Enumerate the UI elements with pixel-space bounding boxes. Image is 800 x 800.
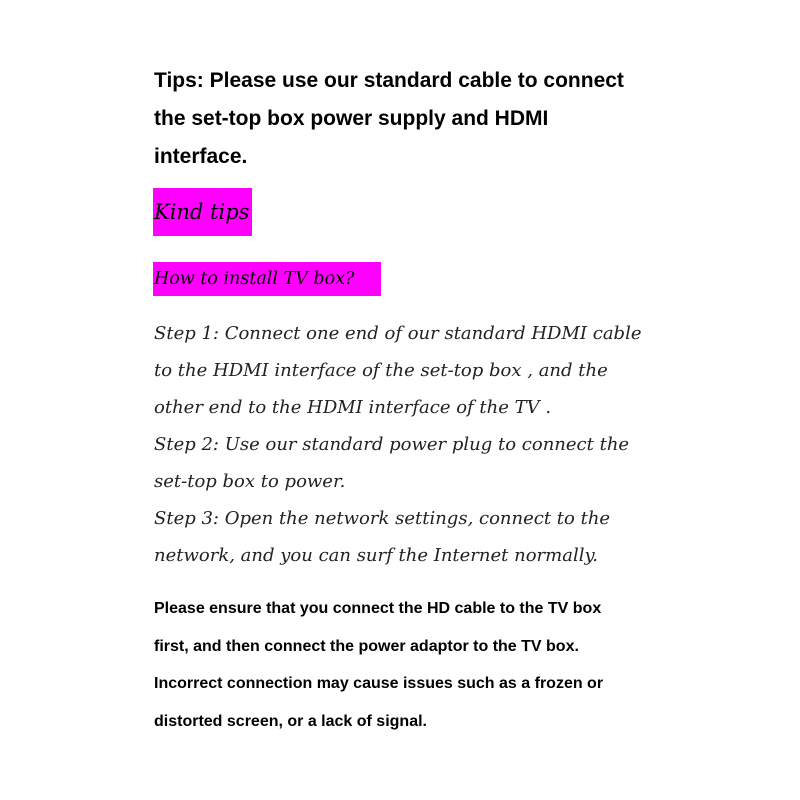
step-line: Step 1: Connect one end of our standard HDMI cable [154, 323, 642, 344]
step-line: set-top box to power. [154, 471, 346, 492]
install-steps [154, 315, 714, 574]
notice-line: distorted screen, or a lack of signal. [154, 712, 427, 730]
tips-line: Tips: Please use our standard cable to connect [154, 69, 624, 92]
connection-notice [154, 590, 674, 740]
kind-tips-heading: Kind tips [153, 188, 252, 236]
notice-line: first, and then connect the power adaptor to the TV box. [154, 637, 579, 655]
tips-line: interface. [154, 145, 248, 168]
tips-paragraph [154, 62, 674, 176]
install-heading: How to install TV box? [153, 262, 381, 296]
step-line: other end to the HDMI interface of the TV . [154, 397, 552, 418]
notice-line: Please ensure that you connect the HD cable to the TV box [154, 600, 602, 617]
step-line: Step 2: Use our standard power plug to connect the [154, 434, 630, 455]
notice-line: Incorrect connection may cause issues such as a frozen or [154, 675, 604, 692]
tips-line: the set-top box power supply and HDMI [154, 107, 549, 130]
step-line: network, and you can surf the Internet normally. [154, 545, 598, 566]
step-line: to the HDMI interface of the set-top box , and the [154, 360, 608, 381]
step-line: Step 3: Open the network settings, connect to the [154, 508, 611, 529]
